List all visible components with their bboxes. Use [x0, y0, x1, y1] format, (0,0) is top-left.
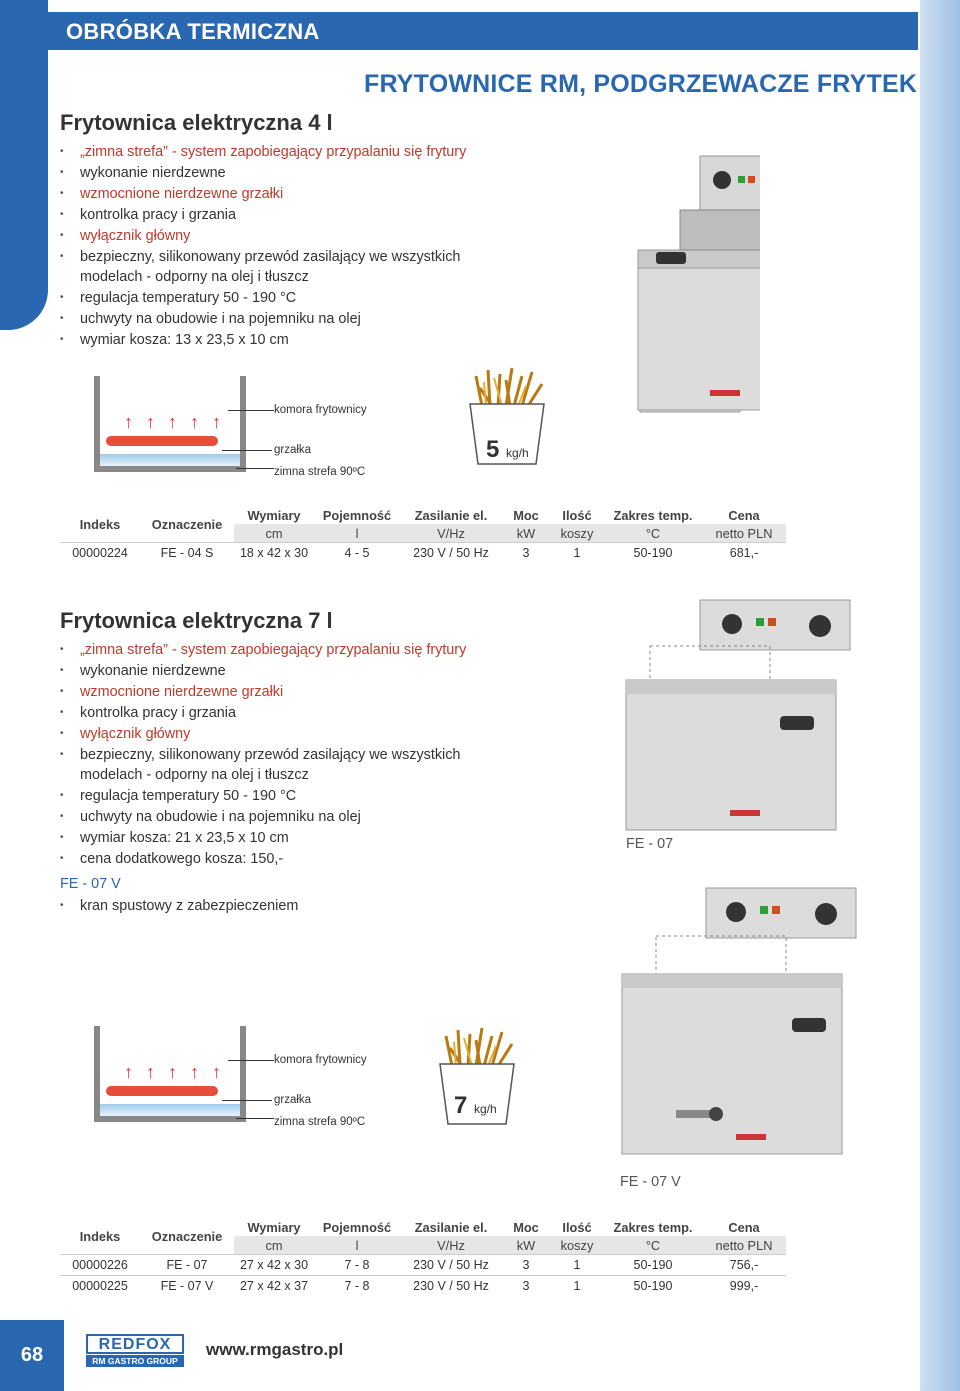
- table-cell: FE - 07 V: [140, 1276, 234, 1297]
- feature-item: • kran spustowy z zabezpieczeniem: [60, 896, 298, 917]
- table-cell: 681,-: [702, 543, 786, 564]
- table-subheader: l: [314, 524, 400, 543]
- table-cell: 27 x 42 x 30: [234, 1255, 314, 1276]
- table-cell: FE - 04 S: [140, 543, 234, 564]
- variant-features: [60, 896, 298, 917]
- table-subheader: netto PLN: [702, 524, 786, 543]
- table-header: Ilość: [550, 1218, 604, 1236]
- table-cell: 756,-: [702, 1255, 786, 1276]
- product-title-4l: Frytownica elektryczna 4 l: [60, 110, 333, 135]
- table-cell: 1: [550, 543, 604, 564]
- table-subheader: °C: [604, 524, 702, 543]
- product-title-7l: Frytownica elektryczna 7 l: [60, 608, 333, 633]
- feature-item: • wykonanie nierdzewne: [60, 661, 466, 682]
- page-edge-gradient: [920, 0, 960, 1391]
- heater-shape: [106, 1086, 218, 1096]
- website-link[interactable]: www.rmgastro.pl: [206, 1340, 344, 1359]
- photo-caption-fe-07-v: FE - 07 V: [620, 1174, 681, 1190]
- table-header: Pojemność: [314, 506, 400, 524]
- heat-arrow-icon: ↑: [124, 1062, 133, 1082]
- table-subheader: °C: [604, 1236, 702, 1255]
- spec-table-7l: [60, 1218, 786, 1296]
- table-subheader: V/Hz: [400, 524, 502, 543]
- feature-item: • wzmocnione nierdzewne grzałki: [60, 682, 466, 703]
- table-subheader: V/Hz: [400, 1236, 502, 1255]
- table-header: Cena: [702, 1218, 786, 1236]
- table-header: Indeks: [60, 1218, 140, 1255]
- table-cell: 3: [502, 1255, 550, 1276]
- cold-zone-shape: [100, 1104, 240, 1116]
- heat-arrow-icon: ↑: [212, 412, 221, 432]
- table-cell: 50-190: [604, 543, 702, 564]
- table-header: Oznaczenie: [140, 506, 234, 543]
- table-cell: 00000226: [60, 1255, 140, 1276]
- table-cell: 3: [502, 543, 550, 564]
- section-title-tab: [48, 12, 333, 50]
- label-heater: grzałka: [274, 1094, 312, 1106]
- feature-item: • bezpieczny, silikonowany przewód zasilający we wszystkich: [60, 247, 466, 268]
- feature-item: • regulacja temperatury 50 - 190 °C: [60, 288, 466, 309]
- product-features-7l: [60, 640, 466, 870]
- label-chamber: komora frytownicy: [274, 1054, 367, 1066]
- table-header: Ilość: [550, 506, 604, 524]
- table-cell: 27 x 42 x 37: [234, 1276, 314, 1297]
- page-number: 68: [0, 1320, 64, 1391]
- category-heading: FRYTOWNICE RM, PODGRZEWACZE FRYTEK: [364, 70, 918, 98]
- heat-arrow-icon: ↑: [146, 1062, 155, 1082]
- spec-table-4l: [60, 506, 786, 563]
- table-cell: 4 - 5: [314, 543, 400, 564]
- table-header: Zasilanie el.: [400, 506, 502, 524]
- table-subheader: cm: [234, 524, 314, 543]
- feature-item: • regulacja temperatury 50 - 190 °C: [60, 786, 466, 807]
- table-cell: 00000224: [60, 543, 140, 564]
- table-cell: 1: [550, 1276, 604, 1297]
- table-header: Wymiary: [234, 506, 314, 524]
- feature-item: • wymiar kosza: 21 x 23,5 x 10 cm: [60, 828, 466, 849]
- photo-caption-fe-07: FE - 07: [626, 836, 674, 852]
- table-subheader: koszy: [550, 1236, 604, 1255]
- table-cell: 00000225: [60, 1276, 140, 1297]
- table-cell: 1: [550, 1255, 604, 1276]
- feature-item: • cena dodatkowego kosza: 150,-: [60, 849, 466, 870]
- table-header: Oznaczenie: [140, 1218, 234, 1255]
- table-cell: 230 V / 50 Hz: [400, 1255, 502, 1276]
- fryer-fe-07-image: [620, 596, 860, 836]
- feature-item: • bezpieczny, silikonowany przewód zasilający we wszystkich: [60, 745, 466, 766]
- feature-item: • uchwyty na obudowie i na pojemniku na olej: [60, 309, 466, 330]
- table-row: [60, 543, 786, 564]
- feature-item: • „zimna strefa” - system zapobiegający przypalaniu się frytury: [60, 640, 466, 661]
- product-features-4l: [60, 142, 466, 351]
- capacity-7l: 7 kg/h: [454, 1092, 497, 1119]
- table-header: Zakres temp.: [604, 506, 702, 524]
- feature-item: • wyłącznik główny: [60, 226, 466, 247]
- feature-item: • kontrolka pracy i grzania: [60, 205, 466, 226]
- feature-item: • wymiar kosza: 13 x 23,5 x 10 cm: [60, 330, 466, 351]
- table-cell: 18 x 42 x 30: [234, 543, 314, 564]
- feature-item: • wykonanie nierdzewne: [60, 163, 466, 184]
- table-row: [60, 1255, 786, 1276]
- label-cold-zone: zimna strefa 90ºC: [274, 466, 366, 478]
- table-cell: 3: [502, 1276, 550, 1297]
- heat-arrow-icon: ↑: [168, 412, 177, 432]
- fryer-4l-body: [630, 150, 760, 425]
- feature-item: • wzmocnione nierdzewne grzałki: [60, 184, 466, 205]
- table-header: Zakres temp.: [604, 1218, 702, 1236]
- redfox-logo: REDFOX RM GASTRO GROUP: [86, 1334, 184, 1366]
- table-cell: 7 - 8: [314, 1276, 400, 1297]
- label-heater: grzałka: [274, 444, 312, 456]
- table-subheader: kW: [502, 524, 550, 543]
- label-chamber: komora frytownicy: [274, 404, 367, 416]
- table-cell: 999,-: [702, 1276, 786, 1297]
- heat-arrow-icon: ↑: [190, 412, 199, 432]
- table-cell: 50-190: [604, 1276, 702, 1297]
- table-header: Zasilanie el.: [400, 1218, 502, 1236]
- table-row: [60, 1276, 786, 1297]
- table-subheader: netto PLN: [702, 1236, 786, 1255]
- heat-arrow-icon: ↑: [190, 1062, 199, 1082]
- table-header: Pojemność: [314, 1218, 400, 1236]
- feature-item: • uchwyty na obudowie i na pojemniku na olej: [60, 807, 466, 828]
- table-header: Indeks: [60, 506, 140, 543]
- fryer-fe-07-v-image: [616, 884, 866, 1164]
- table-subheader: l: [314, 1236, 400, 1255]
- table-subheader: cm: [234, 1236, 314, 1255]
- cold-zone-shape: [100, 454, 240, 466]
- feature-item: • wyłącznik główny: [60, 724, 466, 745]
- heat-arrow-icon: ↑: [212, 1062, 221, 1082]
- capacity-4l: 5 kg/h: [486, 436, 529, 463]
- table-cell: FE - 07: [140, 1255, 234, 1276]
- heat-arrow-icon: ↑: [124, 412, 133, 432]
- table-header: Cena: [702, 506, 786, 524]
- section-title: OBRÓBKA TERMICZNA: [66, 19, 320, 44]
- feature-item: modelach - odporny na olej i tłuszcz: [80, 269, 309, 286]
- feature-item: modelach - odporny na olej i tłuszcz: [80, 767, 309, 784]
- heat-arrow-icon: ↑: [146, 412, 155, 432]
- table-subheader: kW: [502, 1236, 550, 1255]
- table-header: Moc: [502, 1218, 550, 1236]
- table-cell: 7 - 8: [314, 1255, 400, 1276]
- table-header: Wymiary: [234, 1218, 314, 1236]
- table-cell: 230 V / 50 Hz: [400, 543, 502, 564]
- variant-label: FE - 07 V: [60, 876, 121, 892]
- table-header: Moc: [502, 506, 550, 524]
- table-cell: 230 V / 50 Hz: [400, 1276, 502, 1297]
- label-cold-zone: zimna strefa 90ºC: [274, 1116, 366, 1128]
- heat-arrow-icon: ↑: [168, 1062, 177, 1082]
- table-cell: 50-190: [604, 1255, 702, 1276]
- feature-item: • „zimna strefa” - system zapobiegający przypalaniu się frytury: [60, 142, 466, 163]
- table-subheader: koszy: [550, 524, 604, 543]
- feature-item: • kontrolka pracy i grzania: [60, 703, 466, 724]
- heater-shape: [106, 436, 218, 446]
